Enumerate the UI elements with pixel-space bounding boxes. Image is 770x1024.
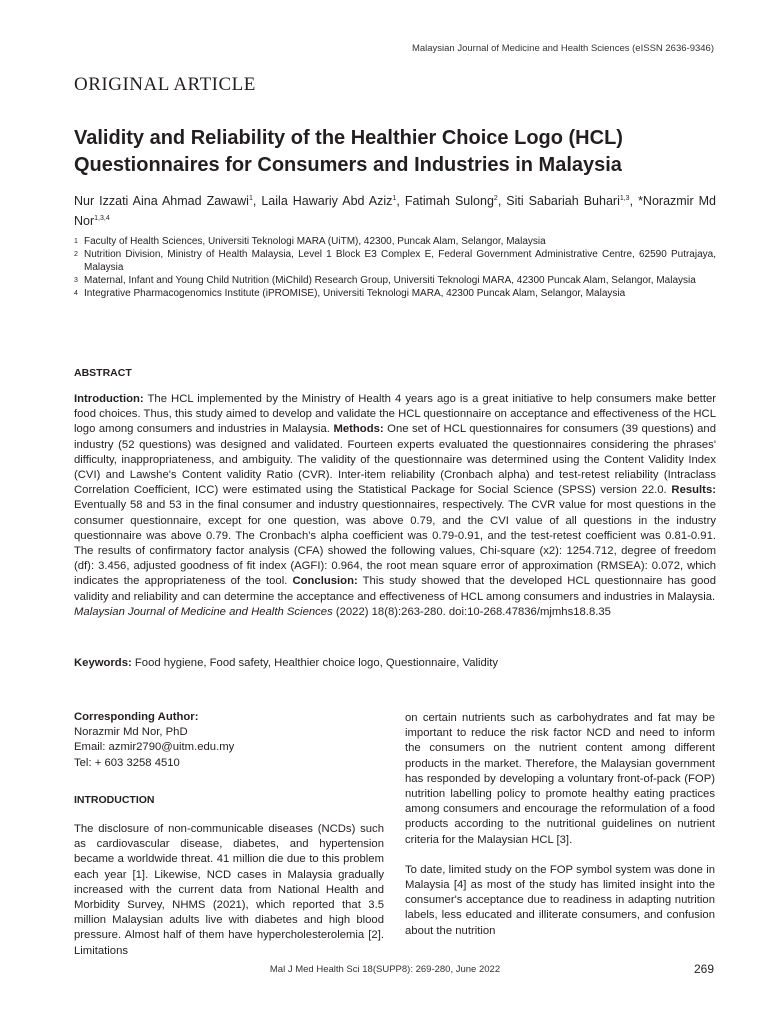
affiliation-item [74,274,716,287]
page-footer: Mal J Med Health Sci 18(SUPP8): 269-280, June 2022 [269,964,501,975]
intro-text: The HCL implemented by the Ministry of Health 4 years ago is a great initiative to help consumers make better food choices. Thus, this study aimed to develop and validate the HCL questionnaire on acceptance and effectiveness of the HCL logo among consumers and industries in Malaysia. [74,393,716,436]
author-name: Nur Izzati Aina Ahmad Zawawi [74,194,249,209]
affiliation-item [74,248,716,274]
intro-label: Introduction: [74,393,144,405]
affiliation-number: 2 [74,251,78,258]
abstract-body [74,392,716,620]
author-separator: , [396,194,405,209]
conclusion-label: Conclusion: [292,575,358,588]
results-text: Eventually 58 and 53 in the final consumer and industry questionnaires, respectively. The CVR value for most questions in the consumer questionnaire, except for one question, was above 0.79, and the CVI value of all questions in the industry questionnaire was above 0.79. The Cronbach's alpha coefficient was 0.79-0.91, and the test-retest coefficient was 0.81-0.91. The results of confirmatory factor analysis (CFA) showed the following values, Chi-square (x2): 1254.712, degree of freedom (df): 3.456, adjusted goodness of fit index (AGFI): 0.964, the root mean square error of approximation (RMSEA): 0.072, which indicates the appropriateness of the tool. [74,499,716,588]
corresponding-author-name: Norazmir Md Nor, PhD [74,726,188,739]
author-affiliation-marker: 1,3 [619,195,630,202]
affiliation-text: Faculty of Health Sciences, Universiti Teknologi MARA (UiTM), 42300, Puncak Alam, Selangor, Malaysia [84,236,546,247]
affiliation-text: Maternal, Infant and Young Child Nutrition (MiChild) Research Group, Universiti Teknologi MARA, 42300 Puncak Alam, Selangor, Malaysia [84,275,696,286]
author-name: Fatimah Sulong [404,194,494,209]
affiliation-text: Nutrition Division, Ministry of Health Malaysia, Level 1 Block E3 Complex E, Federal Government Administrative Centre, 62590 Putrajaya, Malaysia [84,249,716,273]
author-list [74,190,716,230]
author-affiliation-marker: 1 [248,195,253,202]
keywords-text: Food hygiene, Food safety, Healthier choice logo, Questionnaire, Validity [131,657,499,669]
introduction-paragraph-3: To date, limited study on the FOP symbol system was done in Malaysia [4] as most of the study has limited insight into the consumer's acceptance due to readiness in adapting nutrition labels, less educated and illiterate consumers, and confusion about the nutrition [405,863,715,937]
journal-header: Malaysian Journal of Medicine and Health Sciences (eISSN 2636-9346) [411,43,714,54]
introduction-paragraph-1: The disclosure of non-communicable diseases (NCDs) such as cardiovascular disease, diabetes, and hypertension became a worldwide threat. 41 million die due to this problem each year [1]. Likewise, NCD cases in Malaysia gradually increased with the current data from National Health and Morbidity Survey, NHMS (2021), which reported that 3.5 million Malaysian adults live with diabetes and high blood pressure. Almost half of them have hypercholesterolemia [2]. Limitations [74,823,384,957]
affiliation-number: 4 [74,290,78,297]
corresponding-author-tel: Tel: + 603 3258 4510 [74,756,180,769]
left-column [74,710,384,959]
author-affiliation-marker: 2 [493,195,498,202]
author-name: Siti Sabariah Buhari [506,194,620,209]
results-label: Results: [671,484,716,497]
introduction-paragraph-2: on certain nutrients such as carbohydrates and fat may be important to reduce the risk factor NCD and need to inform the consumers on the nutrient content among different products in the market. Therefore, the Malaysian government has responded by developing a voluntary front-of-pack (FOP) nutrition labelling policy to promote healthy eating practices among consumers and encourage the reformulation of a food products according to the nutritional guidelines on nutrient criteria for the Malaysian HCL [3]. [405,712,715,846]
abstract-heading: ABSTRACT [74,367,132,379]
article-title: Validity and Reliability of the Healthier Choice Logo (HCL) Questionnaires for Consumers and Industries in Malaysia [74,127,623,176]
author-separator: , [629,194,639,209]
affiliation-item [74,287,716,300]
right-column [405,711,715,939]
page-number: 269 [693,962,714,976]
methods-text: One set of HCL questionnaires for consumers (39 questions) and industry (52 questions) was designed and validated. Fourteen experts evaluated the questionnaires considering the phrases' difficulty, inappropriateness, and ambiguity. The validity of the questionnaire was determined using the Content Validity Index (CVI) and Lawshe's Content validity Ratio (CVR). Inter-item reliability (Cronbach alpha) and test-retest reliability (Intraclass Correlation Coefficient, ICC) were estimated using the Statistical Package for Social Science (SPSS) version 22.0. [74,423,716,497]
author-affiliation-marker: 1 [392,195,397,202]
affiliation-text: Integrative Pharmacogenomics Institute (iPROMISE), Universiti Teknologi MARA, 42300 Puncak Alam, Selangor, Malaysia [84,288,626,299]
author-affiliation-marker: 1,3,4 [94,215,110,223]
conclusion-text: This study showed that the developed HCL questionnaire has good validity and reliability and can determine the acceptance and effectiveness of HCL among consumers and industries in Malaysia. [74,575,716,603]
author-separator: , [497,194,507,209]
author-name: *Norazmir Md Nor [74,194,716,229]
methods-label: Methods: [333,423,384,436]
keywords [74,657,716,669]
corresponding-author-heading: Corresponding Author: [74,711,199,723]
affiliation-number: 3 [74,277,78,284]
citation-journal: Malaysian Journal of Medicine and Health Sciences [74,605,333,618]
author-separator: , [252,194,262,209]
affiliation-number: 1 [74,238,78,245]
citation-details: (2022) 18(8):263-280. doi:10-268.47836/mjmhs18.8.35 [332,605,611,618]
author-name: Laila Hawariy Abd Aziz [261,194,393,209]
affiliation-list [74,235,716,300]
affiliation-item [74,235,716,248]
keywords-label: Keywords: [74,657,132,669]
introduction-heading: INTRODUCTION [74,793,155,806]
article-type: ORIGINAL ARTICLE [74,74,256,95]
corresponding-author-email: Email: azmir2790@uitm.edu.my [74,741,235,754]
